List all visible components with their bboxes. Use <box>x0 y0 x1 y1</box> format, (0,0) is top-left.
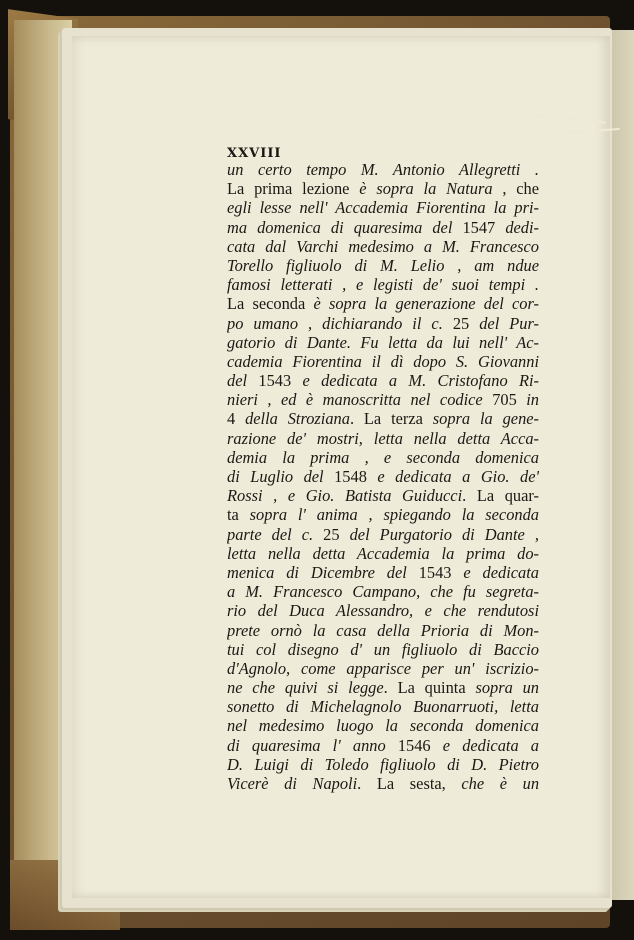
text-segment: tui col disegno d' un figliuolo di Baccio <box>227 639 539 659</box>
text-segment: e dedicata a Gio. de' <box>366 467 539 486</box>
body-text <box>227 160 539 793</box>
text-line <box>227 505 539 524</box>
text-segment: nel medesimo luogo la seconda domenica <box>227 716 539 736</box>
text-segment: a M. Francesco Campano, che fu segreta- <box>227 582 539 602</box>
text-segment: . La quar- <box>462 486 539 506</box>
text-segment: sopra la gene- <box>432 409 539 429</box>
text-segment: 25 <box>323 524 340 544</box>
text-line <box>227 467 539 486</box>
text-line <box>227 755 539 774</box>
text-line <box>227 601 539 620</box>
text-segment: D. Luigi di Toledo figliuolo di D. Pietro <box>227 754 539 774</box>
text-segment: e dedicata <box>451 562 539 582</box>
text-segment: e dedicata a <box>430 735 539 755</box>
text-line <box>227 448 539 467</box>
text-segment: d'Agnolo, come apparisce per un' iscrizio- <box>227 658 539 678</box>
text-segment: cata dal Varchi medesimo a M. Francesco <box>227 236 539 256</box>
text-segment: cademia Fiorentina il dì dopo S. Giovanni <box>227 351 539 371</box>
text-line <box>227 390 539 409</box>
text-segment: letta nella detta Accademia la prima do- <box>227 543 539 563</box>
text-segment: menica di Dicembre del <box>227 562 419 582</box>
text-segment: po umano , dichiarando il c. <box>227 313 453 333</box>
text-segment: La prima lezione <box>227 179 360 199</box>
text-segment: del Pur- <box>469 313 539 333</box>
text-line <box>227 621 539 640</box>
text-segment: Rossi , e Gio. Batista Guiducci <box>227 486 463 506</box>
text-segment: un certo tempo M. Antonio Allegretti . <box>227 160 539 179</box>
text-line <box>227 697 539 716</box>
text-segment: , che <box>492 179 539 199</box>
text-line <box>227 294 539 313</box>
text-segment: . La terza <box>349 409 433 429</box>
text-line <box>227 371 539 390</box>
text-segment: di Luglio del <box>227 467 335 486</box>
text-segment: ne che quivi si legge <box>227 678 384 698</box>
text-line <box>227 525 539 544</box>
text-line <box>227 486 539 505</box>
text-segment: egli lesse nell' Accademia Fiorentina la pri- <box>227 198 539 218</box>
text-line <box>227 736 539 755</box>
text-segment: sopra l' anima , spiegando la seconda <box>249 505 539 525</box>
text-line <box>227 275 539 294</box>
text-line <box>227 774 539 793</box>
text-line <box>227 640 539 659</box>
text-segment: nieri , ed è manoscritta nel codice <box>227 390 493 410</box>
text-line <box>227 314 539 333</box>
text-segment: razione de' mostri, letta nella detta Acca- <box>227 428 539 448</box>
text-segment: sopra un <box>475 678 539 698</box>
text-segment: gatorio di Dante. Fu letta da lui nell' Ac- <box>227 332 539 352</box>
text-line <box>227 179 539 198</box>
text-line <box>227 429 539 448</box>
text-segment: è sopra la Natura <box>359 179 493 199</box>
text-line <box>227 352 539 371</box>
text-line <box>227 659 539 678</box>
text-line <box>227 198 539 217</box>
text-segment: famosi letterati , e legisti de' suoi tempi . <box>227 275 539 295</box>
text-segment: prete ornò la casa della Prioria di Mon- <box>227 620 539 640</box>
text-segment: di quaresima l' anno <box>227 735 398 755</box>
text-segment: 1548 <box>334 467 367 486</box>
text-segment: . La sesta, <box>357 774 462 793</box>
text-line <box>227 563 539 582</box>
text-segment: 1543 <box>418 562 452 582</box>
text-segment: 25 <box>452 313 470 333</box>
text-segment: rio del Duca Alessandro, e che rendutosi <box>227 601 539 621</box>
text-segment: . La quinta <box>383 678 476 698</box>
text-segment: dedi- <box>495 217 539 237</box>
text-segment: 1546 <box>397 735 431 755</box>
text-line <box>227 582 539 601</box>
text-line <box>227 160 539 179</box>
text-segment: 1547 <box>462 217 496 237</box>
text-segment: La seconda <box>227 294 314 314</box>
text-segment: e dedicata a M. Cristofano Ri- <box>291 371 539 391</box>
text-segment: è sopra la generazione del cor- <box>313 294 539 314</box>
text-line <box>227 409 539 428</box>
text-segment: ta <box>227 505 250 525</box>
text-segment: in <box>516 390 539 410</box>
text-segment: sonetto di Michelagnolo Buonarruoti, letta <box>227 697 539 717</box>
text-segment: demia la prima , e seconda domenica <box>227 447 539 467</box>
text-segment: della Stroziana <box>235 409 350 429</box>
text-segment: 1543 <box>258 371 292 391</box>
text-segment: che è un <box>461 774 539 793</box>
text-segment: 4 <box>227 409 236 429</box>
text-segment: del <box>227 371 259 391</box>
text-line <box>227 678 539 697</box>
text-segment: ma domenica di quaresima del <box>227 217 463 237</box>
text-line <box>227 544 539 563</box>
folio-number: XXVIII <box>227 146 282 161</box>
text-segment: Torello figliuolo di M. Lelio , am ndue <box>227 255 539 275</box>
text-segment: parte del c. <box>227 524 324 544</box>
text-segment: Vicerè di Napoli <box>227 774 358 793</box>
text-line <box>227 218 539 237</box>
text-segment: del Purgatorio di Dante , <box>339 524 539 544</box>
text-line <box>227 237 539 256</box>
text-line <box>227 716 539 735</box>
text-line <box>227 256 539 275</box>
text-segment: 705 <box>492 390 517 410</box>
text-line <box>227 333 539 352</box>
